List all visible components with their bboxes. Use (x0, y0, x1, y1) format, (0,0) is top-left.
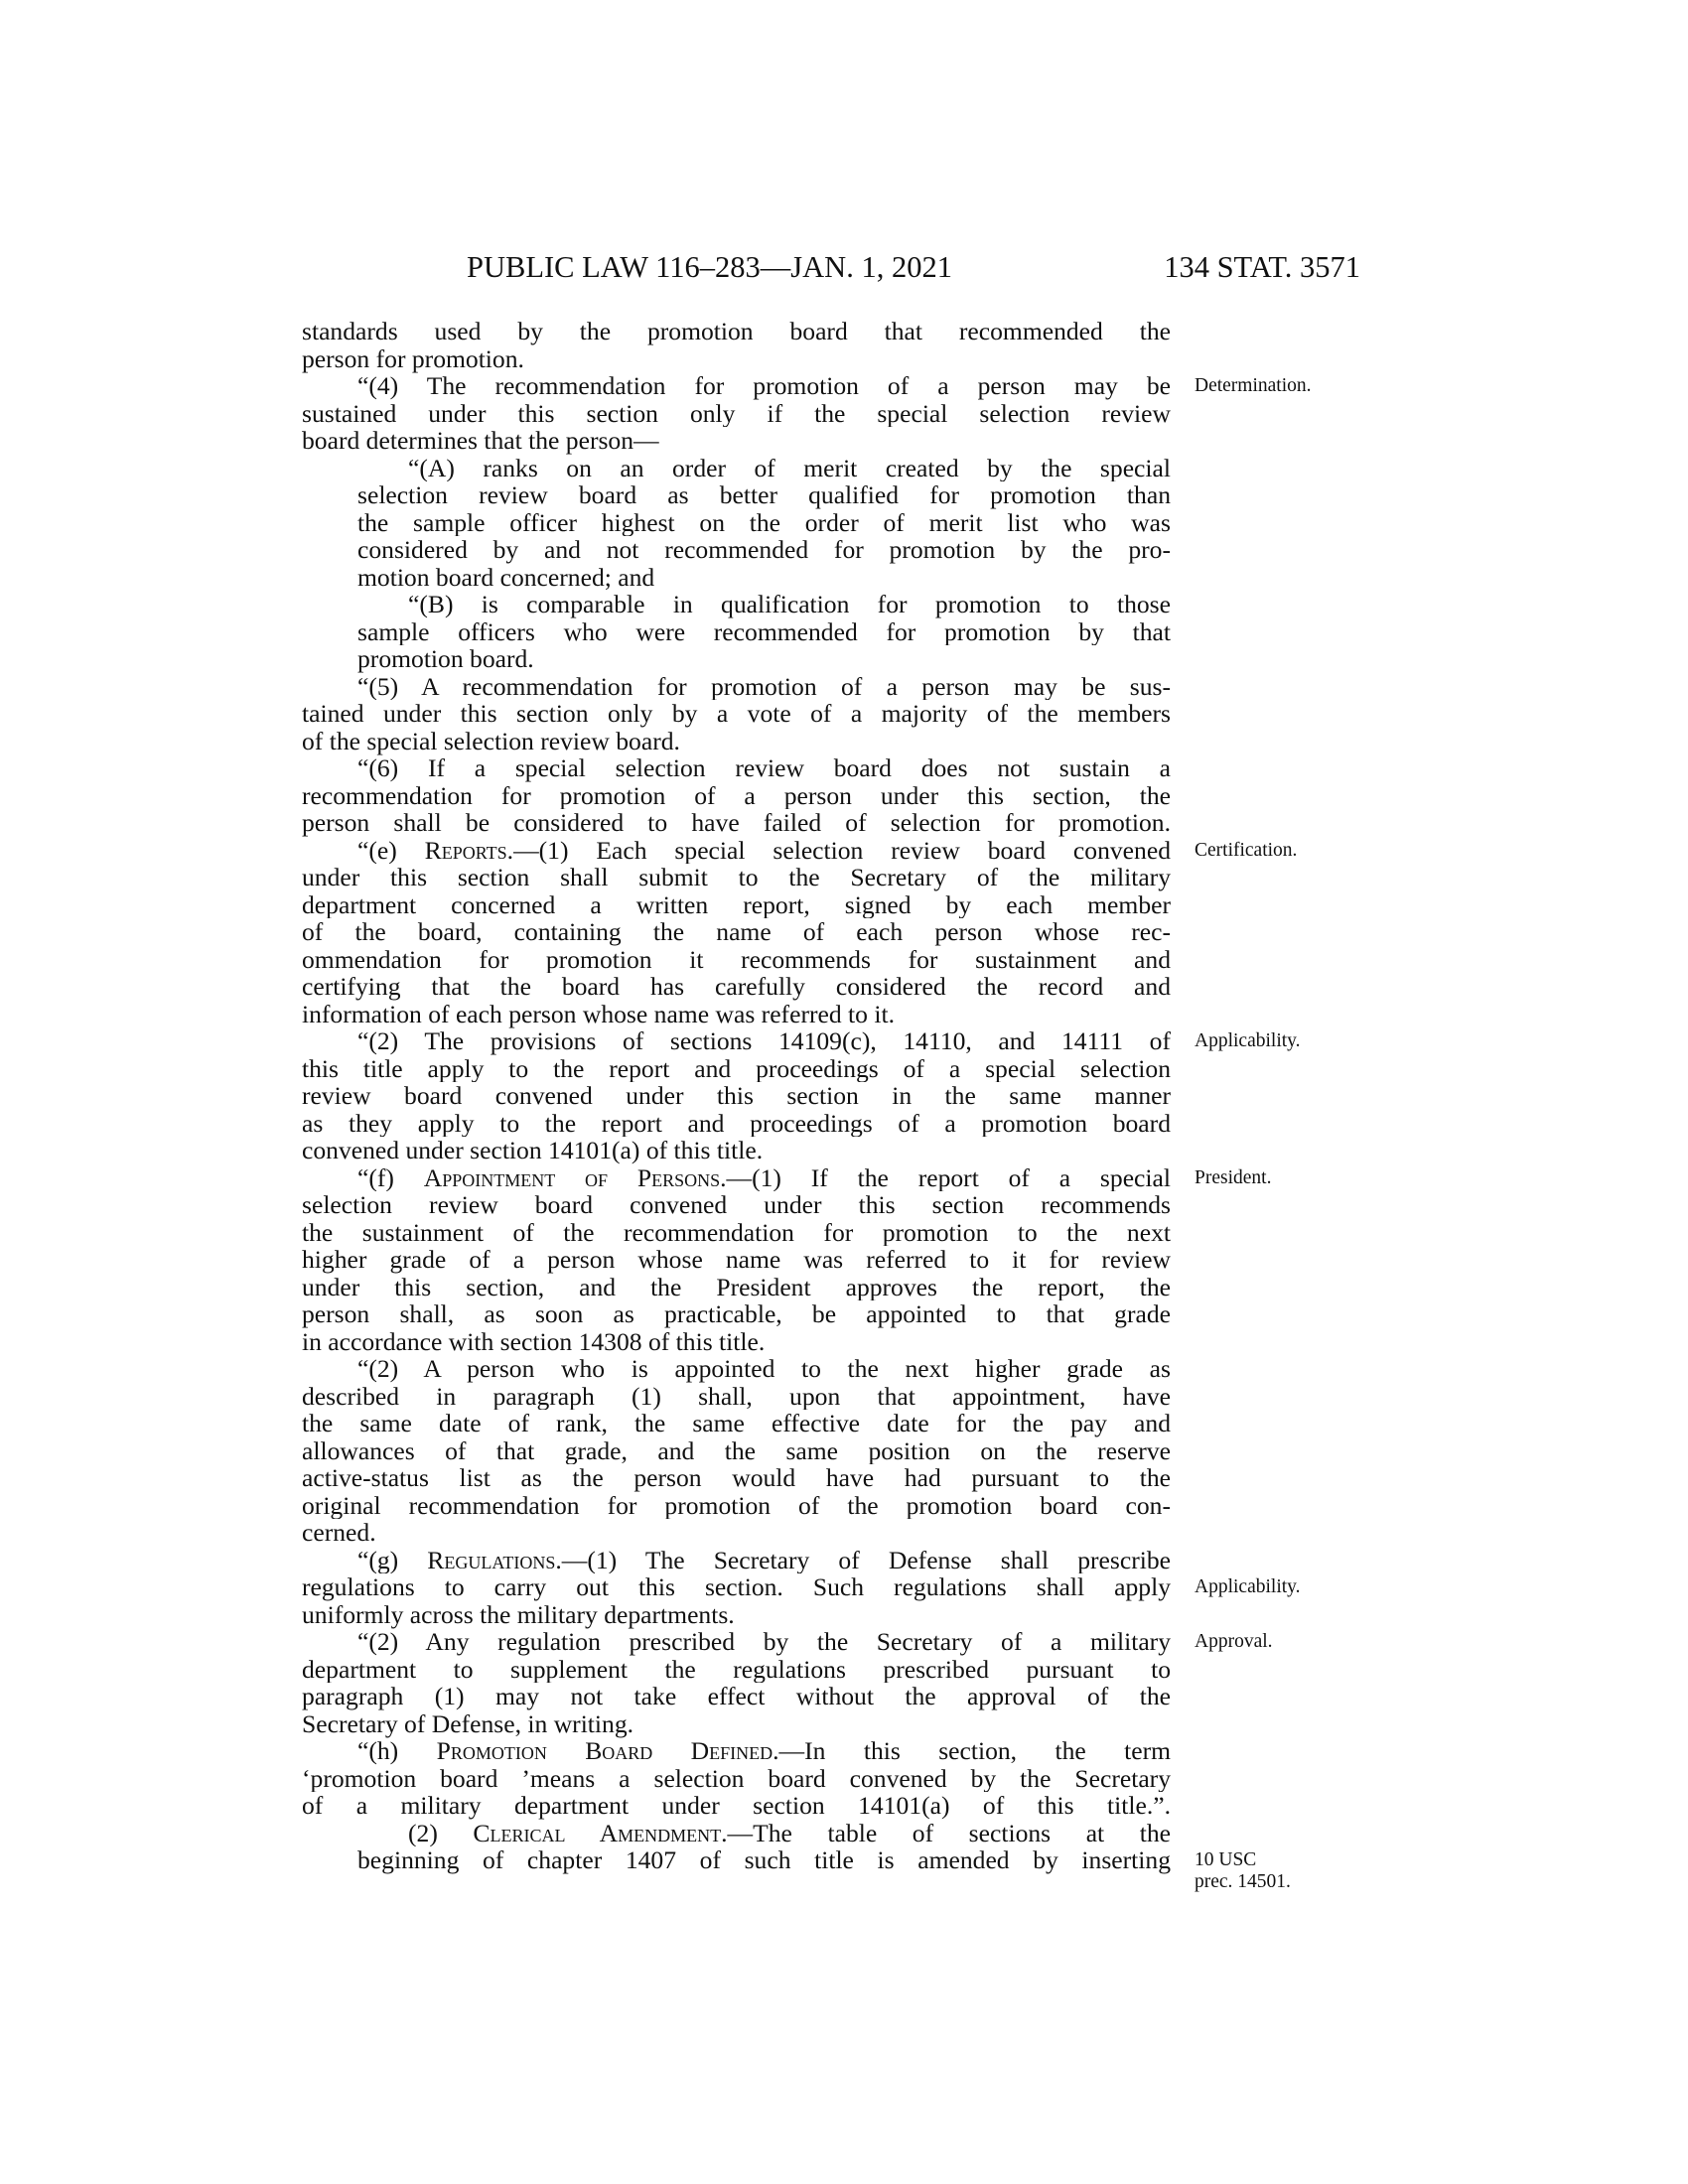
body-line: review board convened under this section in the same manner (302, 1082, 1171, 1110)
body-line: paragraph (1) may not take effect without the approval of the (302, 1683, 1171, 1710)
body-line: sustained under this section only if the special selection review (302, 399, 1171, 427)
body-line: described in paragraph (1) shall, upon that appointment, have (302, 1382, 1171, 1410)
section-heading: Promotion Board Defined (436, 1737, 774, 1765)
body-line: “(5) A recommendation for promotion of a person may be sus- (357, 672, 1171, 700)
body-line: uniformly across the military departments. (302, 1599, 735, 1629)
body-line: the sample officer highest on the order of merit list who was (357, 508, 1171, 536)
body-line: active-status list as the person would have had pursuant to the (302, 1464, 1171, 1492)
body-line: “(e) Reports.—(1) Each special selection review board convened (357, 836, 1171, 864)
margin-note: Applicability. (1195, 1030, 1301, 1051)
body-line: department to supplement the regulations prescribed pursuant to (302, 1655, 1171, 1683)
body-line: sample officers who were recommended for promotion by that (357, 617, 1171, 645)
body-line: in accordance with section 14308 of this title. (302, 1326, 766, 1356)
body-line: standards used by the promotion board that recommended the (302, 318, 1171, 345)
body-line: “(A) ranks on an order of merit created by the special (408, 454, 1171, 481)
body-line: this title apply to the report and proceedings of a special selection (302, 1054, 1171, 1082)
body-line: person for promotion. (302, 343, 524, 373)
body-line: “(2) The provisions of sections 14109(c), 14110, and 14111 of (357, 1027, 1171, 1055)
body-line: convened under section 14101(a) of this title. (302, 1136, 764, 1164)
body-line: board determines that the person— (302, 426, 659, 455)
body-line: “(4) The recommendation for promotion of a person may be (357, 372, 1171, 400)
body-line: Secretary of Defense, in writing. (302, 1708, 634, 1738)
body-line: of the board, containing the name of each person whose rec- (302, 918, 1171, 946)
running-header (467, 250, 1360, 290)
body-line: motion board concerned; and (357, 562, 655, 592)
margin-note: Approval. (1195, 1631, 1273, 1652)
body-line: “(f) Appointment of Persons.—(1) If the report of a special (357, 1163, 1171, 1191)
body-line: original recommendation for promotion of the promotion board con- (302, 1491, 1171, 1519)
body-line: tained under this section only by a vote of a majority of the members (302, 700, 1171, 728)
body-line: the sustainment of the recommendation for promotion to the next (302, 1218, 1171, 1246)
body-line: “(g) Regulations.—(1) The Secretary of Defense shall prescribe (357, 1546, 1171, 1573)
body-line: ‘promotion board ’means a selection board convened by the Secretary (302, 1764, 1171, 1792)
section-heading: Regulations (427, 1546, 556, 1573)
body-line: promotion board. (357, 644, 534, 673)
body-line: cerned. (302, 1518, 376, 1547)
body-line: certifying that the board has carefully considered the record and (302, 973, 1171, 1001)
body-line: “(2) Any regulation prescribed by the Secretary of a military (357, 1628, 1171, 1656)
margin-note: Certification. (1195, 839, 1298, 861)
body-line: regulations to carry out this section. Such regulations shall apply (302, 1573, 1171, 1601)
body-line: recommendation for promotion of a person under this section, the (302, 781, 1171, 809)
body-line: of a military department under section 14101(a) of this title.”. (302, 1792, 1171, 1820)
body-line: considered by and not recommended for promotion by the pro- (357, 536, 1171, 564)
margin-note: prec. 14501. (1195, 1871, 1291, 1892)
body-line: “(6) If a special selection review board does not sustain a (357, 754, 1171, 782)
body-line: department concerned a written report, signed by each member (302, 890, 1171, 918)
body-line: “(h) Promotion Board Defined.—In this section, the term (357, 1737, 1171, 1765)
margin-note: Determination. (1195, 375, 1312, 396)
body-line: “(B) is comparable in qualification for promotion to those (408, 591, 1171, 618)
body-line: under this section, and the President approves the report, the (302, 1273, 1171, 1300)
body-line: ommendation for promotion it recommends for sustainment and (302, 945, 1171, 973)
section-heading: Appointment of Persons (423, 1163, 721, 1191)
body-line: information of each person whose name was referred to it. (302, 999, 895, 1028)
body-line: person shall be considered to have failed of selection for promotion. (302, 809, 1171, 837)
body-line: selection review board as better qualified for promotion than (357, 481, 1171, 509)
body-line: selection review board convened under this section recommends (302, 1191, 1171, 1219)
margin-note: 10 USC (1195, 1849, 1257, 1870)
body-line: higher grade of a person whose name was referred to it for review (302, 1246, 1171, 1274)
body-line: beginning of chapter 1407 of such title is amended by inserting (357, 1846, 1171, 1874)
section-heading: Reports (424, 836, 507, 864)
body-line: the same date of rank, the same effective date for the pay and (302, 1410, 1171, 1437)
header-stat-page: 134 STAT. 3571 (1164, 250, 1360, 284)
body-line: (2) Clerical Amendment.—The table of sections at the (408, 1819, 1171, 1846)
body-line: person shall, as soon as practicable, be appointed to that grade (302, 1300, 1171, 1328)
margin-note: Applicability. (1195, 1576, 1301, 1597)
header-law-citation: PUBLIC LAW 116–283—JAN. 1, 2021 (467, 250, 952, 284)
body-text (302, 318, 1171, 1874)
body-line: allowances of that grade, and the same position on the reserve (302, 1436, 1171, 1464)
margin-note: President. (1195, 1166, 1272, 1188)
section-heading: Clerical Amendment (473, 1819, 722, 1846)
body-line: under this section shall submit to the Secretary of the military (302, 864, 1171, 891)
body-line: “(2) A person who is appointed to the next higher grade as (357, 1355, 1171, 1383)
body-line: of the special selection review board. (302, 726, 680, 755)
body-line: as they apply to the report and proceedings of a promotion board (302, 1109, 1171, 1137)
